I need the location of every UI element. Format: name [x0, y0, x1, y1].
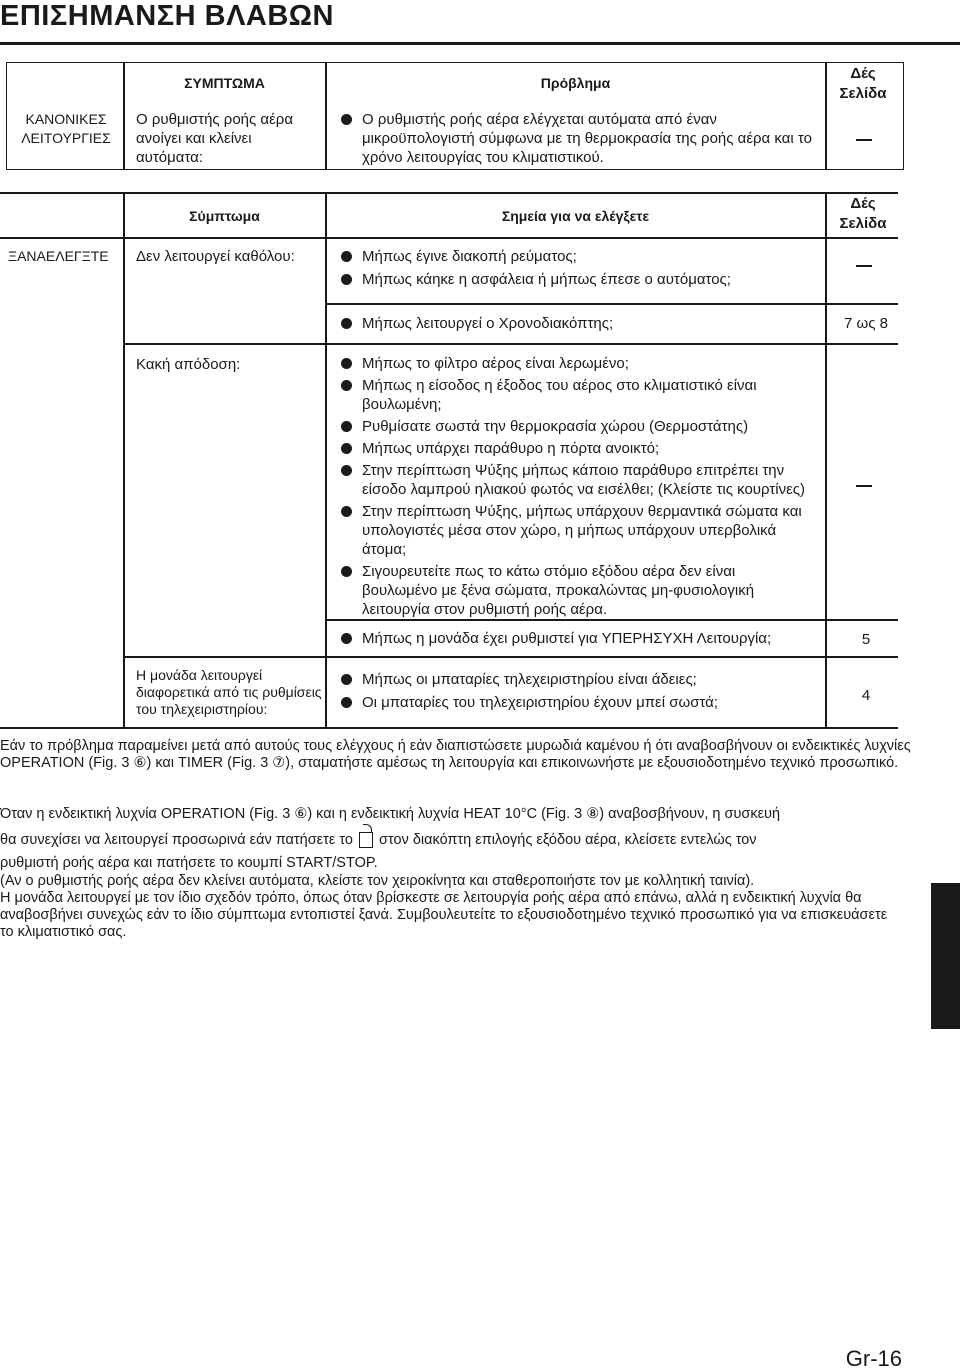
list-item: Μήπως κάηκε η ασφάλεια ή μήπως έπεσε ο αυτόματος; — [340, 270, 820, 289]
page-number: Gr-16 — [845, 1346, 902, 1371]
page-ref: 4 — [861, 687, 871, 704]
list-item: Μήπως το φίλτρο αέρος είναι λερωμένο; — [340, 354, 810, 373]
col-header-symptom: ΣΥΜΠΤΩΜΑ — [184, 75, 265, 91]
note-heat-line2: θα συνεχίσει να λειτουργεί προσωρινά εάν πατήσετε το στον διακόπτη επιλογής εξόδου αέρα, κλείσετε εντελώς τον — [0, 832, 757, 848]
note-heat-line1: Όταν η ενδεικτική λυχνία OPERATION (Fig. 3 ⑥) και η ενδεικτική λυχνία HEAT 10°C (Fig. 3 ⑧) αναβοσβήνουν, η συσκευή — [0, 806, 781, 822]
note-heat-line5: Η μονάδα λειτουργεί με τον ίδιο σχεδόν τρόπο, όπως όταν βρίσκεστε σε λειτουργία ροής αέρα από επάνω, αλλά η ενδεικτική λυχνία θα αναβοσβήνει συνεχώς εάν το ίδιο σύμπτωμα εντοπιστεί ξανά. Συμβουλευτείτε το εξουσιοδοτημένο τεχνικό προσωπικό για να επισκευάσετε το κλιματιστικό σας. — [0, 890, 888, 940]
list-item: Σιγουρευτείτε πως το κάτω στόμιο εξόδου αέρα δεν είναι βουλωμένο με ξένα σώματα, προκαλώντας μη-φυσιολογική λειτουργία στον ρυθμιστή ροής αέρα. — [340, 562, 810, 619]
row1-checks — [340, 247, 820, 293]
symptom-not-working: Δεν λειτουργεί καθόλου: — [136, 248, 295, 265]
col-header-page: Δές Σελίδα — [839, 65, 887, 102]
page-ref: 5 — [861, 631, 871, 648]
list-item: Στην περίπτωση Ψύξης μήπως κάποιο παράθυρο επιτρέπει την είσοδο λαμπρού ηλιακού φωτός να εισέλθει; (Κλείστε τις κουρτίνες) — [340, 461, 810, 499]
col-header-checks: Σημεία για να ελέγξετε — [501, 208, 650, 224]
row2-checks — [340, 314, 820, 337]
list-item: Οι μπαταρίες του τηλεχειριστηρίου έχουν μπεί σωστά; — [340, 693, 820, 712]
note-heat-line4: (Αν ο ρυθμιστής ροής αέρα δεν κλείνει αυτόματα, κλείστε τον χειροκίνητα και σταθεροποιήστε τον με κολλητική ταινία). — [0, 873, 755, 889]
page-ref-dash — [856, 139, 872, 141]
symptom-poor-performance: Κακή απόδοση: — [136, 356, 241, 373]
problem-list — [340, 110, 820, 171]
row5-checks — [340, 670, 820, 716]
air-flow-flap-icon — [359, 832, 373, 848]
symptom-airflow: Ο ρυθμιστής ροής αέρα ανοίγει και κλείνει αυτόματα: — [136, 111, 293, 166]
note-heat-line3: ρυθμιστή ροής αέρα και πατήσετε το κουμπί START/STOP. — [0, 855, 378, 871]
list-item: Μήπως έγινε διακοπή ρεύματος; — [340, 247, 820, 266]
list-item: Μήπως η είσοδος η έξοδος του αέρος στο κλιματιστικό είναι βουλωμένη; — [340, 376, 810, 414]
row3-checks — [340, 354, 810, 622]
section-tab-marker — [931, 883, 960, 1029]
page-ref-dash — [856, 485, 872, 487]
page-title: ΕΠΙΣΗΜΑΝΣΗ ΒΛΑΒΩΝ — [0, 0, 334, 32]
col-header-symptom-2: Σύμπτωμα — [189, 208, 260, 224]
col-header-problem: Πρόβλημα — [540, 75, 611, 91]
list-item: Ο ρυθμιστής ροής αέρα ελέγχεται αυτόματα από έναν μικροϋπολογιστή σύμφωνα με τη θερμοκρασία της ροής αέρα και το χρόνο λειτουργίας του κλιματιστικού. — [340, 110, 820, 167]
list-item: Μήπως λειτουργεί ο Χρονοδιακόπτης; — [340, 314, 820, 333]
category-recheck: ΞΑΝΑΕΛΕΓΞΤΕ — [8, 248, 109, 264]
col-header-page-2: Δές Σελίδα — [839, 195, 887, 232]
title-underline — [0, 42, 960, 45]
symptom-remote-mismatch: Η μονάδα λειτουργεί διαφορετικά από τις ρυθμίσεις του τηλεχειριστηρίου: — [136, 667, 322, 717]
list-item: Ρυθμίσατε σωστά την θερμοκρασία χώρου (Θερμοστάτης) — [340, 417, 810, 436]
list-item: Μήπως οι μπαταρίες τηλεχειριστηρίου είναι άδειες; — [340, 670, 820, 689]
row4-checks — [340, 629, 825, 652]
list-item: Στην περίπτωση Ψύξης, μήπως υπάρχουν θερμαντικά σώματα και υπολογιστές μέσα στον χώρο, η μήπως υπάρχουν υπερβολικά άτομα; — [340, 502, 810, 559]
list-item: Μήπως υπάρχει παράθυρο η πόρτα ανοικτό; — [340, 439, 810, 458]
category-normal: ΚΑΝΟΝΙΚΕΣ ΛΕΙΤΟΥΡΓΙΕΣ — [21, 111, 111, 146]
list-item: Μήπως η μονάδα έχει ρυθμιστεί για ΥΠΕΡΗΣΥΧΗ Λειτουργία; — [340, 629, 825, 648]
page-ref: 7 ως 8 — [844, 315, 888, 332]
note-smell-warning: Εάν το πρόβλημα παραμείνει μετά από αυτούς τους ελέγχους ή εάν διαπιστώσετε μυρωδιά καμένου ή ότι αναβοσβήνουν οι ενδεικτικές λυχνίες OPERATION (Fig. 3 ⑥) και TIMER (Fig. 3 ⑦), σταματήστε αμέσως τη λειτουργία και επικοινωνήστε με εξουσιοδοτημένο τεχνικό προσωπικό. — [0, 738, 911, 771]
page-ref-dash — [856, 265, 872, 267]
